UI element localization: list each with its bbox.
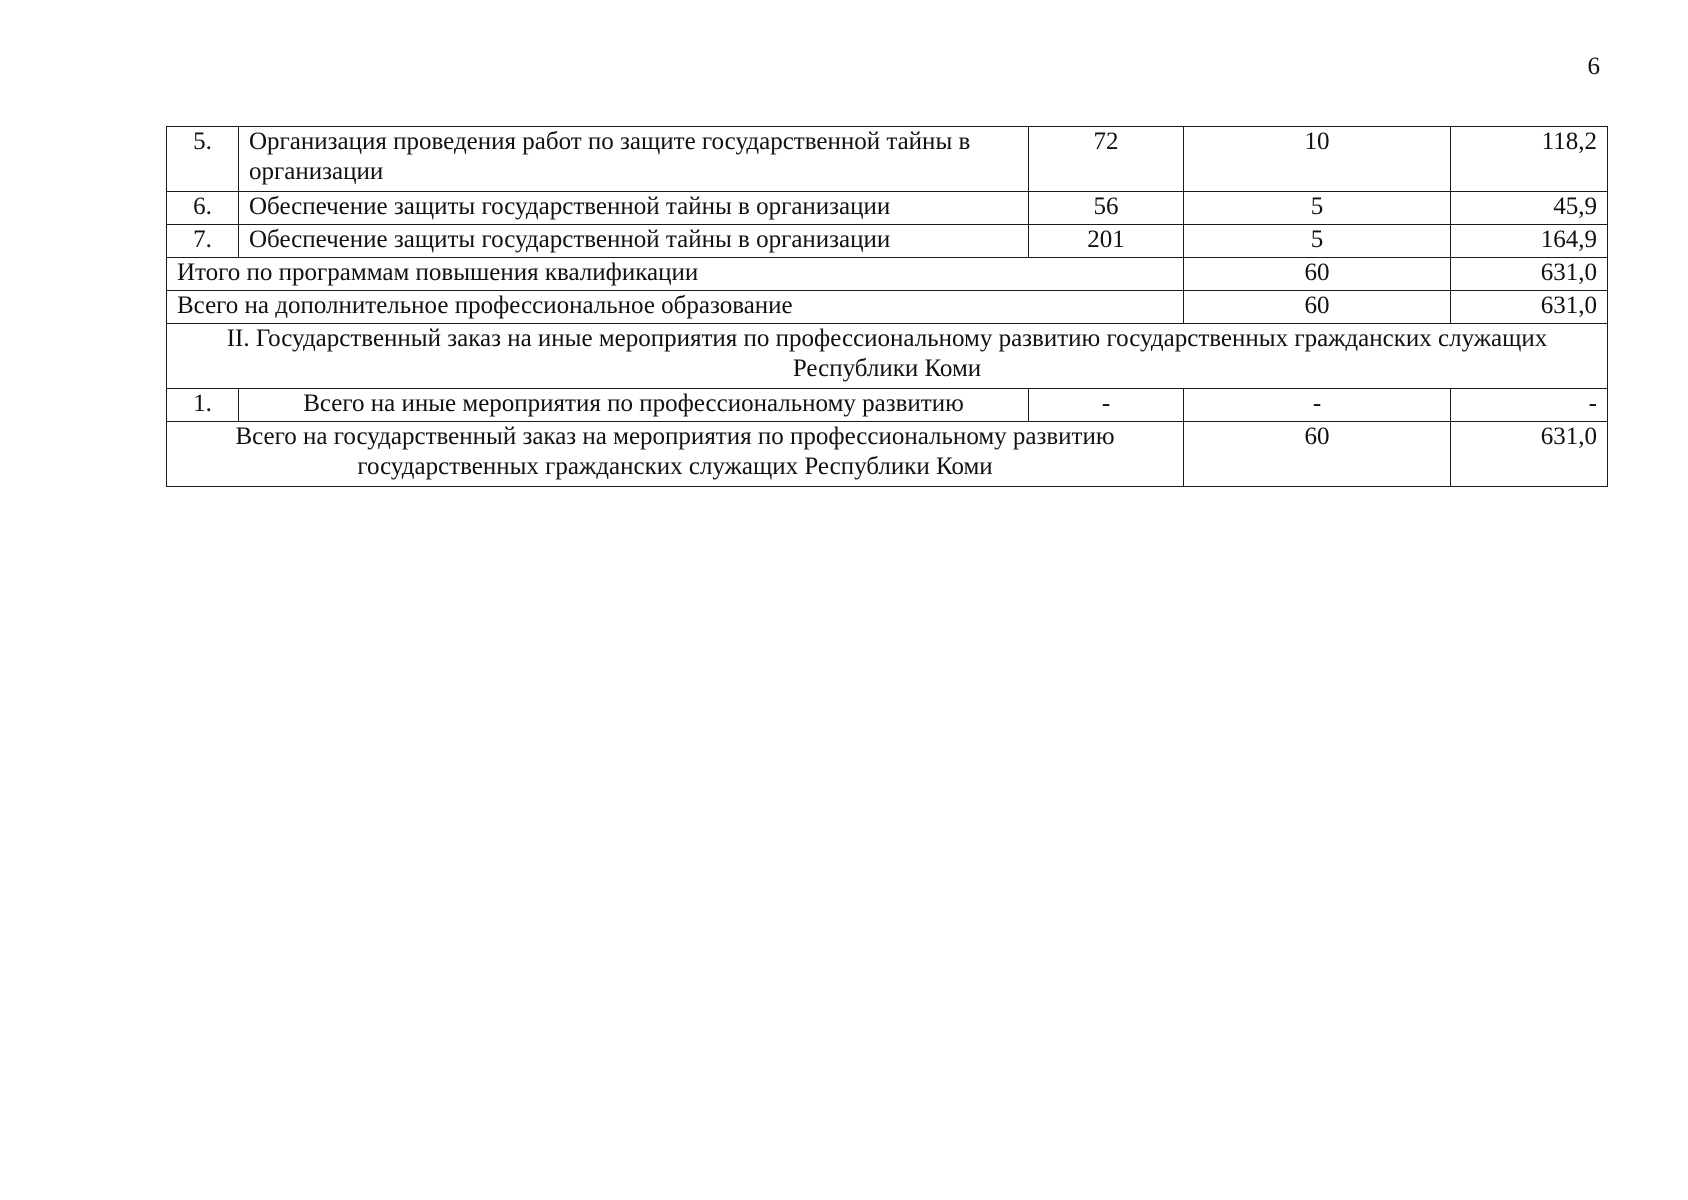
people-cell: 60 [1184, 258, 1451, 291]
table-row [167, 127, 1608, 192]
cost-cell: 118,2 [1451, 127, 1608, 192]
hours-cell: 72 [1029, 127, 1184, 192]
subtotal-row [167, 258, 1608, 291]
hours-cell: 201 [1029, 225, 1184, 258]
cost-cell: 45,9 [1451, 192, 1608, 225]
total-row [167, 291, 1608, 324]
program-name: Всего на иные мероприятия по профессиональному развитию [239, 389, 1029, 422]
table-row [167, 192, 1608, 225]
row-number: 5. [167, 127, 239, 192]
people-cell: - [1184, 389, 1451, 422]
subtotal-label: Итого по программам повышения квалификации [167, 258, 1184, 291]
grand-total-row [167, 422, 1608, 487]
section-title: II. Государственный заказ на иные мероприятия по профессиональному развитию государственных гражданских служащих Республики Коми [167, 324, 1608, 389]
page-number: 6 [1587, 53, 1600, 80]
people-cell: 10 [1184, 127, 1451, 192]
cost-cell: 631,0 [1451, 422, 1608, 487]
cost-cell: 631,0 [1451, 258, 1608, 291]
program-name: Организация проведения работ по защите государственной тайны в организации [239, 127, 1029, 192]
row-number: 6. [167, 192, 239, 225]
table-row [167, 389, 1608, 422]
program-name: Обеспечение защиты государственной тайны в организации [239, 192, 1029, 225]
table-row [167, 225, 1608, 258]
row-number: 1. [167, 389, 239, 422]
people-cell: 60 [1184, 422, 1451, 487]
cost-cell: 631,0 [1451, 291, 1608, 324]
section-header-row [167, 324, 1608, 389]
hours-cell: 56 [1029, 192, 1184, 225]
grand-total-label: Всего на государственный заказ на мероприятия по профессиональному развитию государственных гражданских служащих Республики Коми [167, 422, 1184, 487]
cost-cell: 164,9 [1451, 225, 1608, 258]
hours-cell: - [1029, 389, 1184, 422]
program-name: Обеспечение защиты государственной тайны в организации [239, 225, 1029, 258]
row-number: 7. [167, 225, 239, 258]
total-label: Всего на дополнительное профессиональное образование [167, 291, 1184, 324]
people-cell: 5 [1184, 225, 1451, 258]
state-order-table [166, 126, 1608, 487]
people-cell: 5 [1184, 192, 1451, 225]
people-cell: 60 [1184, 291, 1451, 324]
cost-cell: - [1451, 389, 1608, 422]
